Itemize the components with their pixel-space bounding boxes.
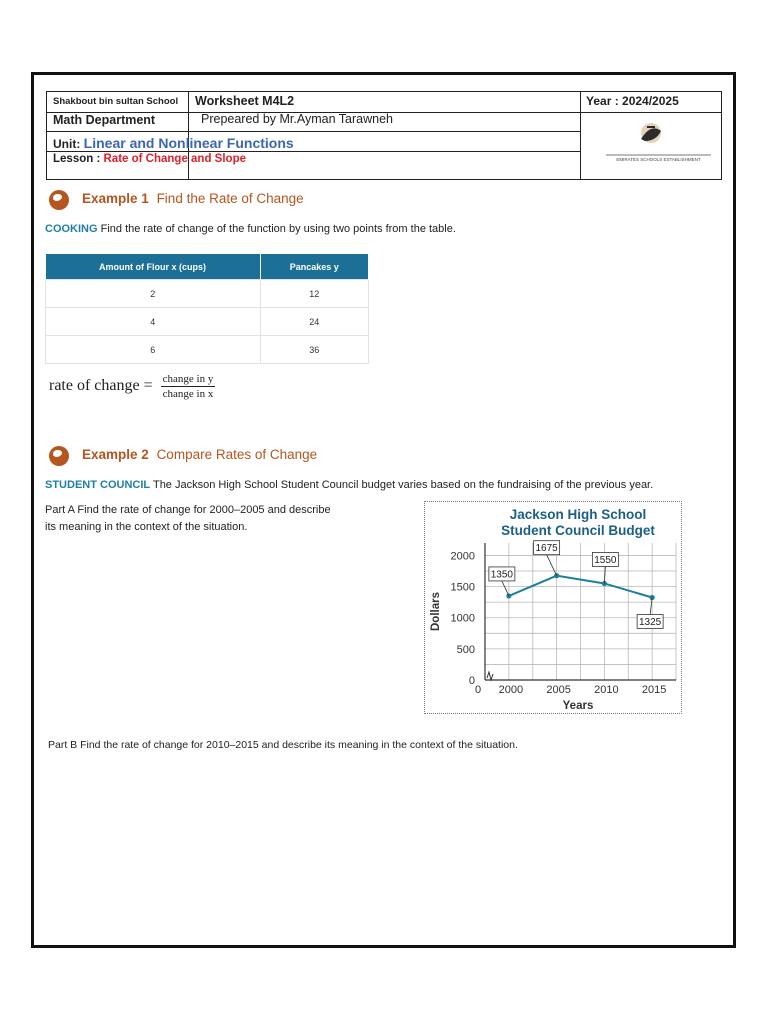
formula-fraction xyxy=(161,373,216,400)
y-tick-label: 0 xyxy=(468,675,475,687)
partB: Part B Find the rate of change for 2010–2015 and describe its meaning in the context of the situation. xyxy=(48,739,518,751)
partA-line2: its meaning in the context of the situation. xyxy=(45,521,248,533)
flour-pancake-table xyxy=(45,254,369,364)
prepared-by: Prepeared by Mr.Ayman Tarawneh xyxy=(201,112,394,126)
chart-title: Student Council Budget xyxy=(501,523,655,538)
logo-caption: EMIRATES SCHOOLS ESTABLISHMENT xyxy=(616,157,701,162)
budget-chart-svg xyxy=(425,502,681,713)
unit-value: Linear and Nonlinear Functions xyxy=(83,135,294,151)
data-label: 1550 xyxy=(594,554,617,566)
partA-line1: Part A Find the rate of change for 2000–2005 and describe xyxy=(45,504,331,516)
unit-label: Unit: xyxy=(53,137,81,151)
department: Math Department xyxy=(53,113,156,127)
school-name: Shakbout bin sultan School xyxy=(53,96,179,107)
x-tick-label: 2010 xyxy=(594,684,619,696)
table-row xyxy=(46,308,369,336)
y-tick-label: 500 xyxy=(456,643,475,656)
globe-icon xyxy=(49,190,69,210)
chart-title: Jackson High School xyxy=(509,507,647,522)
x-tick-label: 2005 xyxy=(546,684,571,696)
y-tick-label: 1500 xyxy=(450,581,475,594)
cell-pancakes: 12 xyxy=(260,280,369,308)
worksheet-id: Worksheet M4L2 xyxy=(195,94,295,108)
school-year: Year : 2024/2025 xyxy=(586,94,679,108)
data-label: 1325 xyxy=(639,616,662,628)
unit-row xyxy=(53,135,294,151)
example2-heading xyxy=(82,447,317,462)
x-axis-label: Years xyxy=(562,700,594,712)
example1-prompt xyxy=(45,223,456,235)
cell-pancakes: 24 xyxy=(260,308,369,336)
lesson-row xyxy=(53,153,246,165)
budget-chart xyxy=(424,501,682,714)
data-label-leader xyxy=(502,581,509,596)
formula-denominator: change in x xyxy=(162,388,214,400)
y-axis-label: Dollars xyxy=(430,592,442,631)
table-row xyxy=(46,336,369,364)
table-row xyxy=(46,280,369,308)
example1-label: Example 1 xyxy=(82,191,149,206)
col-header-flour: Amount of Flour x (cups) xyxy=(46,254,261,280)
axis-break-icon xyxy=(487,672,493,680)
cell-flour: 4 xyxy=(46,308,261,336)
lesson-label: Lesson : xyxy=(53,153,101,165)
data-label: 1350 xyxy=(490,569,513,581)
cell-flour: 2 xyxy=(46,280,261,308)
formula-numerator: change in y xyxy=(162,373,214,385)
col-header-pancakes: Pancakes y xyxy=(260,254,369,280)
rate-of-change-formula xyxy=(49,373,215,400)
data-label: 1675 xyxy=(535,543,558,555)
example2-label: Example 2 xyxy=(82,447,149,462)
example1-prompt-text: Find the rate of change of the function by using two points from the table. xyxy=(100,223,456,235)
lesson-value: Rate of Change and Slope xyxy=(103,153,246,165)
formula-lhs: rate of change = xyxy=(49,377,153,395)
data-point xyxy=(554,573,559,578)
cell-flour: 6 xyxy=(46,336,261,364)
y-tick-label: 2000 xyxy=(450,550,475,563)
data-label-leader xyxy=(547,555,557,576)
ese-logo xyxy=(601,117,716,177)
x-tick-label: 2000 xyxy=(498,684,524,696)
cooking-keyword: COOKING xyxy=(45,223,98,235)
worksheet-header xyxy=(46,91,722,180)
x-tick-label: 2015 xyxy=(641,684,667,696)
example2-title: Compare Rates of Change xyxy=(156,447,318,462)
y-tick-label: 1000 xyxy=(450,612,475,625)
example1-title: Find the Rate of Change xyxy=(156,191,304,206)
cell-pancakes: 36 xyxy=(260,336,369,364)
example1-heading xyxy=(82,191,304,206)
globe-icon xyxy=(49,446,69,466)
example2-prompt xyxy=(45,479,653,491)
example2-prompt-text: The Jackson High School Student Council budget varies based on the fundraising of the previous year. xyxy=(152,479,654,491)
x-tick-label: 0 xyxy=(474,684,482,696)
student-council-keyword: STUDENT COUNCIL xyxy=(45,479,151,491)
